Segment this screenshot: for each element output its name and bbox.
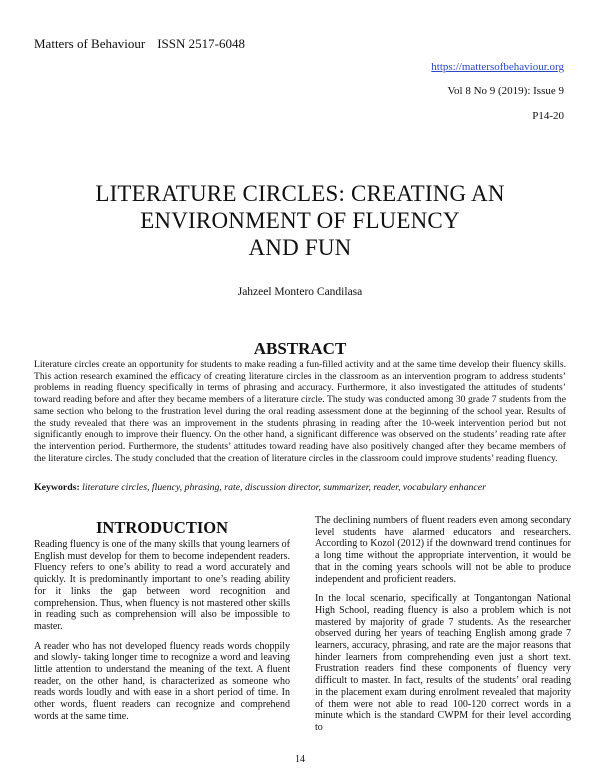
paragraph: In the local scenario, specifically at Tongantongan National High School, reading fluency is also a problem which is not mastered by majority of grade 7 students. As the researcher observed during her years of teaching English among grade 7 learners, accuracy, phrasing, and rate are the major reasons that hinder learners from comprehending even just a short text. Frustration readers find these components of fluency very difficult to master. In fact, results of the students’ oral reading in the placement exam during enrolment revealed that majority of them were not able to read 100-120 correct words in a minute which is the standard CWPM for their level according to	[315, 593, 571, 733]
page-number: 14	[295, 754, 305, 765]
title-line: LITERATURE CIRCLES: CREATING AN	[95, 181, 505, 206]
journal-header	[34, 36, 245, 52]
left-column	[34, 515, 290, 731]
journal-name: Matters of Behaviour	[34, 36, 146, 51]
keywords	[34, 482, 566, 493]
paragraph: A reader who has not developed fluency reads words choppily and slowly- taking longer time to recognize a word and leaving little attention to understand the meaning of the text. A fluent reader, on the other hand, is characterized as someone who reads words loudly and with ease in a short period of time. In other words, fluent readers can recognize and comprehend words at the same time.	[34, 640, 290, 722]
abstract-heading: ABSTRACT	[253, 339, 347, 358]
keywords-list: literature circles, fluency, phrasing, rate, discussion director, summarizer, reader, vocabulary enhancer	[82, 482, 486, 493]
paragraph: Reading fluency is one of the many skills that young learners of English must develop for them to become independent readers. Fluency refers to one’s ability to read a word accurately and quickly. It is predominantly important to one’s reading ability for it links the gap between word recognition and comprehension. Thus, when fluency is not mastered other skills in reading such as comprehension will also be impossible to master.	[34, 539, 290, 632]
journal-issn: ISSN 2517-6048	[157, 36, 245, 51]
page-range: P14-20	[532, 110, 564, 122]
title-line: ENVIRONMENT OF FLUENCY	[140, 208, 460, 233]
introduction-heading: INTRODUCTION	[95, 518, 229, 537]
journal-url-link[interactable]: https://mattersofbehaviour.org	[431, 61, 564, 73]
keywords-label: Keywords:	[34, 482, 80, 493]
author-name: Jahzeel Montero Candilasa	[237, 286, 363, 298]
title-line: AND FUN	[248, 235, 352, 260]
volume-info: Vol 8 No 9 (2019): Issue 9	[447, 85, 564, 97]
paper-title	[60, 180, 540, 261]
right-column	[315, 515, 571, 742]
paragraph: The declining numbers of fluent readers even among secondary level students have alarmed educators and researchers. According to Kozol (2012) if the downward trend continues for a long time without the appropriate intervention, it would be that in the coming years schools will not be able to produce independent and proficient readers.	[315, 515, 571, 585]
abstract-text: Literature circles create an opportunity for students to make reading a fun-filled activity and at the same time develop their fluency skills. This action research examined the efficacy of creating literature circles in the classroom as an intervention program to address students’ problems in reading fluency specifically in terms of phrasing and accuracy. Furthermore, it also investigated the attitudes of students’ toward reading before and after they became members of a literature circle. The study was conducted among 30 grade 7 students from the same section who belong to the frustration level during the oral reading assessment done at the beginning of the school year. Results of the study revealed that there was an improvement in the students phrasing in reading after the 10-week intervention period but not significantly enough to improve their fluency. On the other hand, a significant difference was observed on the students’ reading rate after the intervention period. Furthermore, the students’ attitudes toward reading have also positively changed after they became members of the literature circles. The study concluded that the creation of literature circles in the classroom could improve students’ reading fluency.	[34, 359, 566, 464]
